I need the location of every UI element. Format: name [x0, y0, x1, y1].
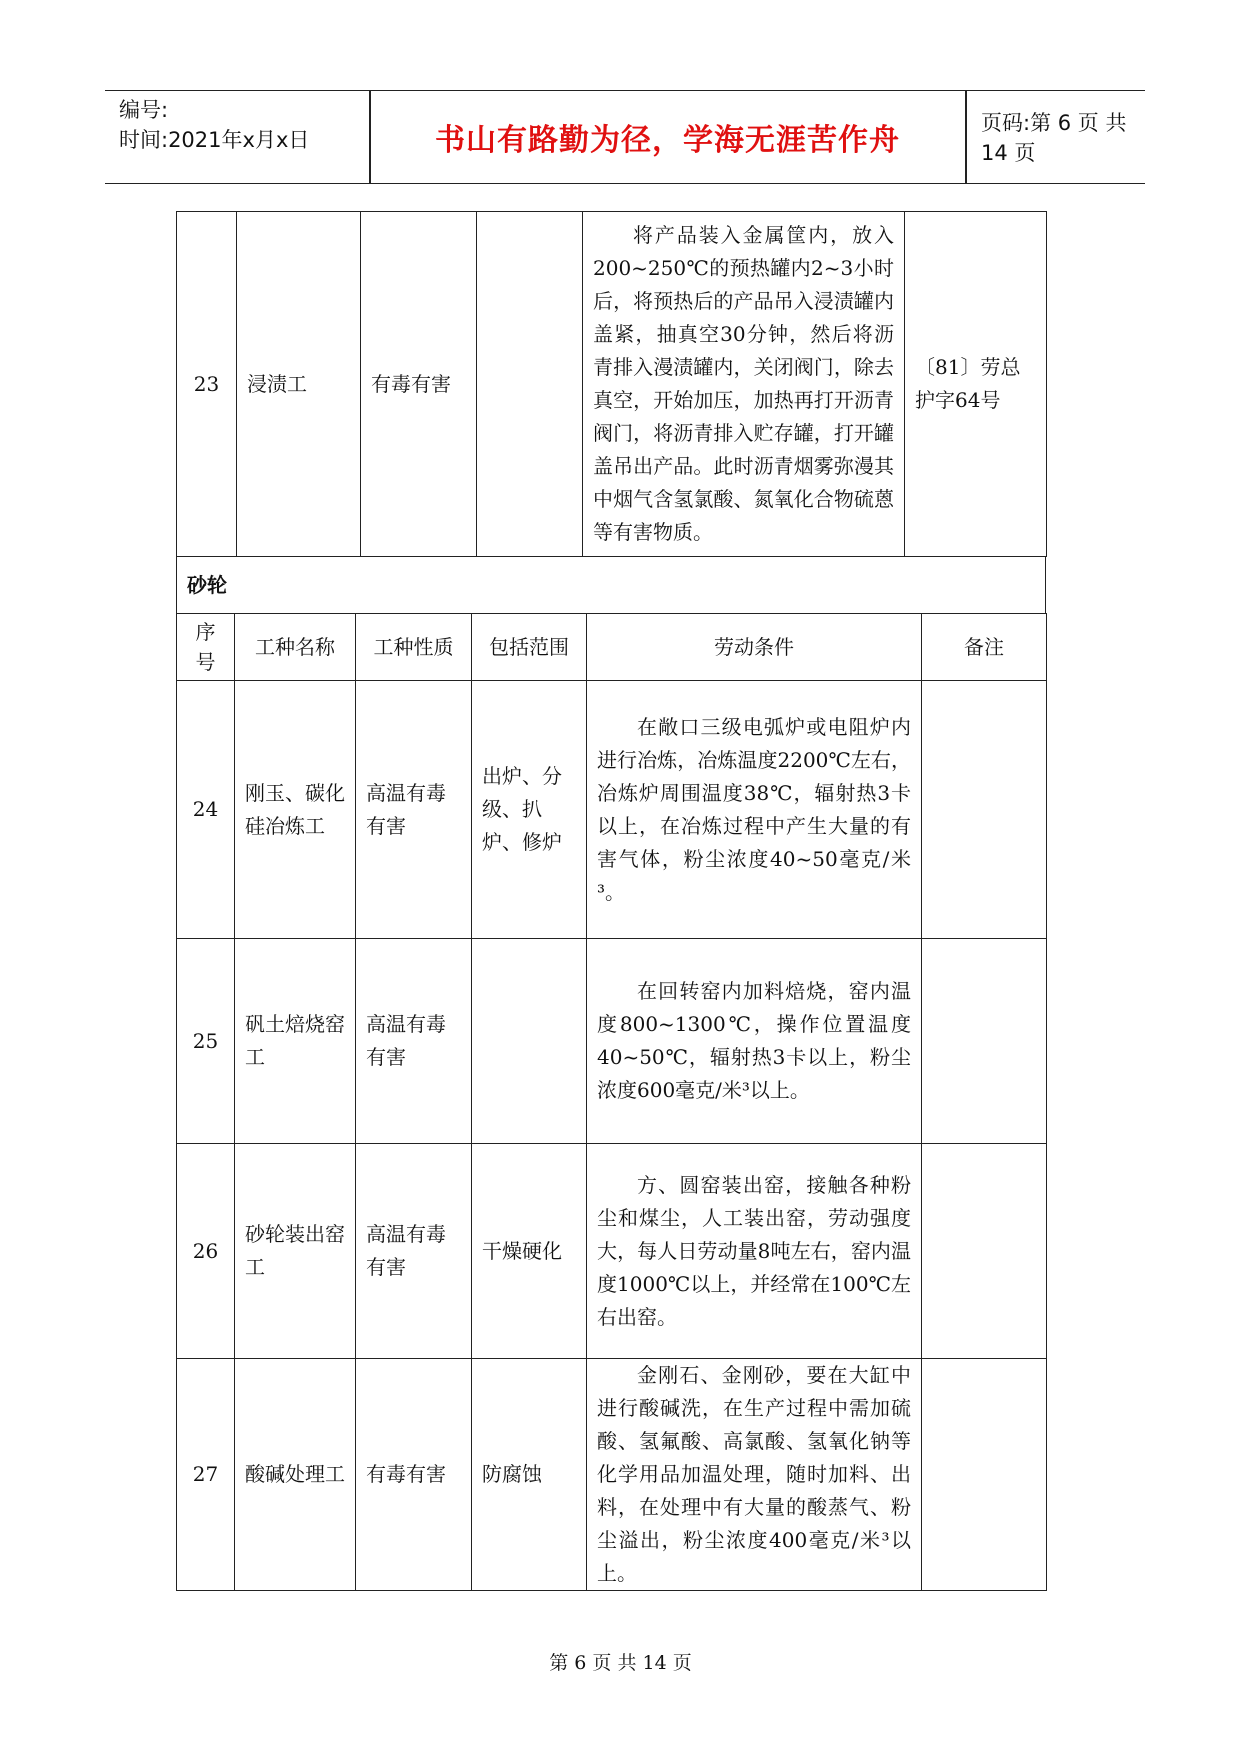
table-row [177, 939, 1047, 1144]
section-title: 砂轮 [177, 557, 1046, 614]
page-footer: 第 6 页 共 14 页 [549, 1652, 692, 1674]
column-header-condition: 劳动条件 [587, 614, 922, 681]
row-job-nature: 有毒有害 [356, 1359, 472, 1591]
row-seq: 27 [177, 1359, 235, 1591]
row-note [922, 681, 1047, 939]
table-header-row [177, 614, 1047, 681]
row-condition [587, 939, 922, 1144]
column-header-name: 工种名称 [235, 614, 356, 681]
row-seq: 23 [177, 212, 237, 557]
header-page-label: 页码:第 6 页 共 14 页 [981, 111, 1127, 165]
row-job-name: 砂轮装出窑工 [235, 1144, 356, 1359]
row-job-nature: 有毒有害 [361, 212, 477, 557]
row-scope: 干燥硬化 [472, 1144, 587, 1359]
grinding-wheel-table [176, 613, 1047, 1591]
row-note: 〔81〕劳总护字64号 [905, 212, 1047, 557]
row-scope: 防腐蚀 [472, 1359, 587, 1591]
table-row [177, 681, 1047, 939]
row-condition-text: 将产品装入金属筐内，放入200~250℃的预热罐内2~3小时后，将预热后的产品吊入浸渍罐内盖紧，抽真空30分钟，然后将沥青排入漫渍罐内，关闭阀门，除去真空，开始加压，加热再打开沥青阀门，将沥青排入贮存罐，打开罐盖吊出产品。此时沥青烟雾弥漫其中烟气含氢氯酸、氮氧化合物硫蒽等有害物质。 [593, 223, 894, 544]
header-motto: 书山有路勤为径，学海无涯苦作舟 [435, 123, 900, 158]
document-number-label: 编号: [119, 98, 169, 122]
row-scope [472, 939, 587, 1144]
column-header-seq: 序号 [177, 614, 235, 681]
document-time-label: 时间:2021年x月x日 [119, 128, 310, 152]
row-scope [477, 212, 583, 557]
row-job-nature: 高温有毒有害 [356, 939, 472, 1144]
header-divider [965, 91, 967, 183]
row-job-nature: 高温有毒有害 [356, 681, 472, 939]
table-row [177, 1359, 1047, 1591]
column-header-note: 备注 [922, 614, 1047, 681]
row-note [922, 939, 1047, 1144]
row-condition-text: 方、圆窑装出窑，接触各种粉尘和煤尘，人工装出窑，劳动强度大，每人日劳动量8吨左右，窑内温度1000℃以上，并经常在100℃左右出窑。 [597, 1172, 911, 1329]
row-condition [587, 1359, 922, 1591]
header-meta [119, 95, 309, 155]
row-job-name: 矾土焙烧窑工 [235, 939, 356, 1144]
column-header-scope: 包括范围 [472, 614, 587, 681]
page-header [105, 90, 1145, 184]
row-job-name: 酸碱处理工 [235, 1359, 356, 1591]
row-note [922, 1359, 1047, 1591]
row-seq: 26 [177, 1144, 235, 1359]
table-row [177, 212, 1047, 557]
row-seq: 24 [177, 681, 235, 939]
row-job-nature: 高温有毒有害 [356, 1144, 472, 1359]
column-header-nature: 工种性质 [356, 614, 472, 681]
table-row [177, 1144, 1047, 1359]
row-condition [587, 681, 922, 939]
row-condition [583, 212, 905, 557]
row-seq: 25 [177, 939, 235, 1144]
table-row23 [176, 211, 1047, 557]
section-table [176, 556, 1046, 614]
row-scope: 出炉、分级、扒炉、修炉 [472, 681, 587, 939]
row-job-name: 浸渍工 [237, 212, 361, 557]
row-note [922, 1144, 1047, 1359]
row-condition [587, 1144, 922, 1359]
row-job-name: 刚玉、碳化硅冶炼工 [235, 681, 356, 939]
row-condition-text: 在回转窑内加料焙烧，窑内温度800~1300℃，操作位置温度40~50℃，辐射热3卡以上，粉尘浓度600毫克/米³以上。 [597, 979, 911, 1102]
row-condition-text: 金刚石、金刚砂，要在大缸中进行酸碱洗，在生产过程中需加硫酸、氢氟酸、高氯酸、氢氧化钠等化学用品加温处理，随时加料、出料，在处理中有大量的酸蒸气、粉尘溢出，粉尘浓度400毫克/米³以上。 [597, 1363, 911, 1585]
row-condition-text: 在敞口三级电弧炉或电阻炉内进行冶炼，冶炼温度2200℃左右，冶炼炉周围温度38℃，辐射热3卡以上，在冶炼过程中产生大量的有害气体，粉尘浓度40~50毫克/米³。 [597, 714, 911, 904]
